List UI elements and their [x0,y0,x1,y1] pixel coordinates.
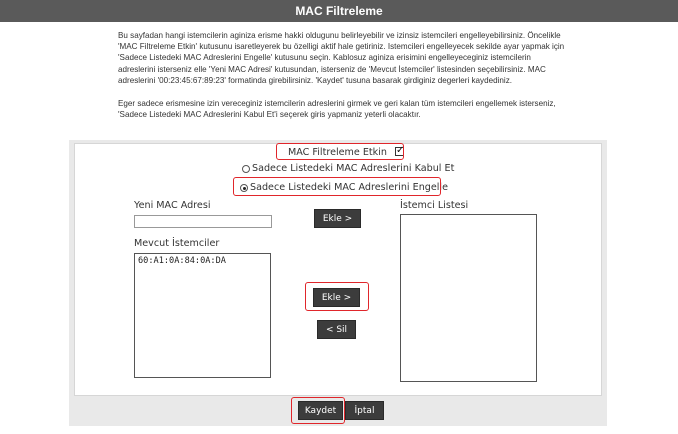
help-text [118,30,568,132]
save-button[interactable]: Kaydet [298,401,343,420]
help-paragraph-1: Bu sayfadan hangi istemcilerin aginiza erisme hakki oldugunu belirleyebilir ve izinsiz istemcileri engelleyebilirsiniz. Öncelikle 'MAC Filtreleme Etkin' kutusunu isaretleyerek bu özelligi aktif hale getiriniz. Istemcileri engelleyecek sekilde ayar yapmak için 'Sadece Listedeki MAC Adreslerini Engelle' kutusunu seçin. Kablosuz aginiza erisimini engelleyeceginiz istemcilerin adreslerini isterseniz elle 'Yeni MAC Adresi' kutusundan, isterseniz de 'Mevcut İstemciler' listesinden seçebilirsiniz. MAC adreslerini '00:23:45:67:89:23' formatinda girebilirsiniz. 'Kaydet' tusuna basarak girdiginiz degerleri kaydediniz. [118,31,565,85]
radio-accept-list[interactable] [242,165,250,173]
client-list-box[interactable] [400,214,537,382]
list-item[interactable]: 60:A1:0A:84:0A:DA [138,256,226,266]
radio-block-label: Sadece Listedeki MAC Adreslerini Engelle [250,182,449,193]
highlight-enable [276,143,404,160]
client-list-label: İstemci Listesi [400,200,469,211]
delete-client-button[interactable]: < Sil [317,320,356,339]
add-new-mac-button[interactable]: Ekle > [314,209,361,228]
highlight-block [233,177,441,196]
mac-filter-enable-label: MAC Filtreleme Etkin [288,147,387,158]
radio-accept-label: Sadece Listedeki MAC Adreslerini Kabul Et [252,163,455,174]
new-mac-input[interactable] [134,215,272,228]
add-existing-client-button[interactable]: Ekle > [313,288,360,307]
existing-clients-label: Mevcut İstemciler [134,238,220,249]
help-paragraph-2: Eger sadece erismesine izin vereceginiz istemcilerin adreslerini girmek ve geri kalan tüm istemcileri engellemek isterseniz, 'Sadece Listedeki MAC Adreslerini Kabul Et'i seçerek giris yapmaniz yeterli olacaktır. [118,99,556,120]
highlight-save [291,397,345,424]
highlight-add [305,282,369,311]
existing-clients-box[interactable] [134,253,271,378]
new-mac-label: Yeni MAC Adresi [134,200,211,211]
cancel-button[interactable]: İptal [345,401,384,420]
page-title: MAC Filtreleme [0,0,678,22]
